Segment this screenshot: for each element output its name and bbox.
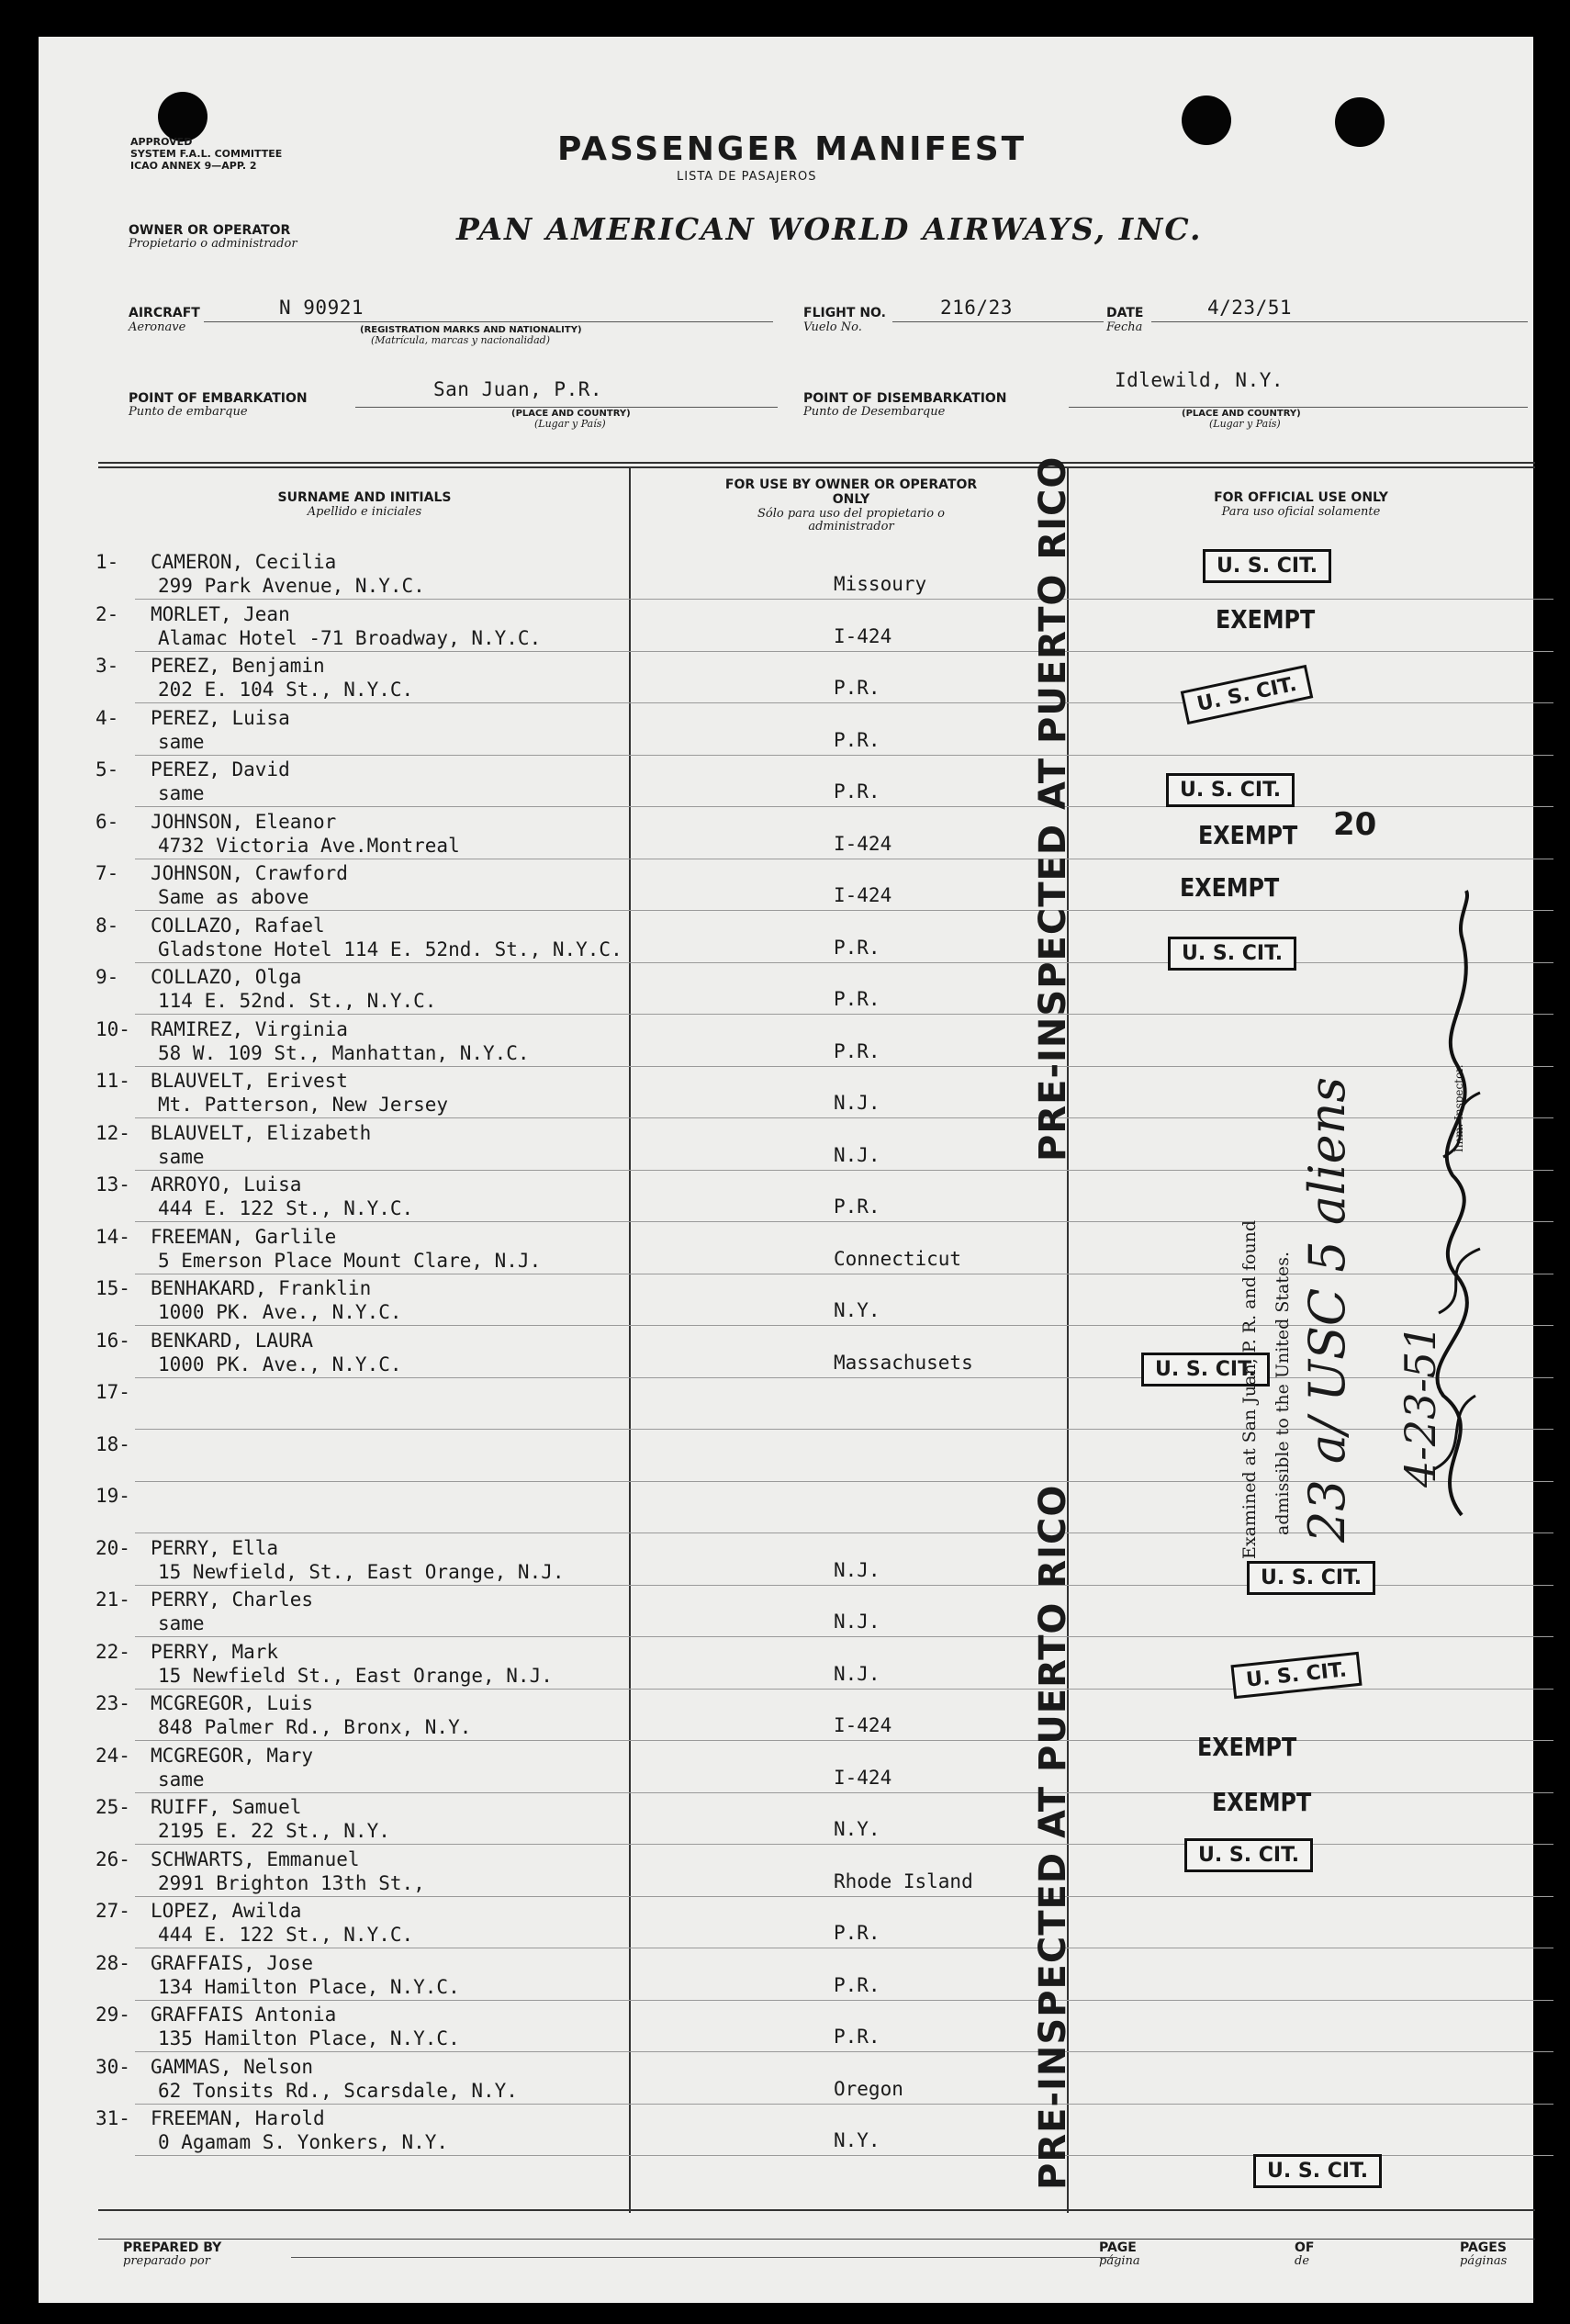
owner-use-entry: N.J. [834, 1092, 880, 1114]
us-cit-stamp: U. S. CIT. [1230, 1652, 1362, 1699]
exam-stamp-line: admissible to the United States. [1273, 1251, 1293, 1535]
row-number: 8- [95, 915, 119, 937]
date-label-es: Fecha [1106, 320, 1143, 334]
row-number: 11- [95, 1070, 130, 1092]
preinspected-stamp: PRE-INSPECTED AT PUERTO RICO [1032, 1484, 1074, 2190]
owner-use-entry: Oregon [834, 2078, 903, 2100]
passenger-name: LOPEZ, Awilda [151, 1900, 302, 1922]
col2-header: FOR USE BY OWNER OR OPERATOR ONLY [724, 477, 978, 507]
row-divider [135, 1896, 1553, 1897]
approved-line: SYSTEM F.A.L. COMMITTEE [130, 148, 283, 160]
passenger-name: FREEMAN, Harold [151, 2107, 325, 2129]
owner-use-entry: P.R. [834, 988, 880, 1010]
row-divider [135, 2000, 1553, 2001]
us-cit-stamp: U. S. CIT. [1166, 773, 1295, 807]
passenger-address: 5 Emerson Place Mount Clare, N.J. [158, 1250, 542, 1272]
passenger-address: Gladstone Hotel 114 E. 52nd. St., N.Y.C. [158, 938, 622, 960]
owner-use-entry: P.R. [834, 780, 880, 803]
aircraft-note-es: (Matrícula, marcas y nacionalidad) [371, 334, 550, 346]
punch-hole [1182, 95, 1231, 145]
exempt-stamp: EXEMPT [1180, 872, 1280, 903]
row-number: 28- [95, 1952, 130, 1974]
passenger-address: same [158, 731, 205, 753]
passenger-address: 58 W. 109 St., Manhattan, N.Y.C. [158, 1042, 530, 1064]
owner-use-entry: P.R. [834, 677, 880, 699]
pages-label: PAGES [1460, 2240, 1507, 2255]
flight-value: 216/23 [940, 297, 1013, 319]
row-number: 12- [95, 1122, 130, 1144]
passenger-address: 2195 E. 22 St., N.Y. [158, 1820, 390, 1842]
disembark-note-es: (Lugar y País) [1209, 418, 1281, 430]
exempt-stamp: EXEMPT [1197, 1732, 1297, 1762]
row-divider [135, 599, 1553, 600]
disembark-value: Idlewild, N.Y. [1115, 369, 1284, 391]
owner-use-entry: P.R. [834, 1040, 880, 1062]
row-number: 2- [95, 603, 119, 625]
owner-use-entry: N.J. [834, 1559, 880, 1581]
col1-header: SURNAME AND INITIALS [277, 490, 452, 505]
row-divider [135, 2051, 1553, 2052]
passenger-name: COLLAZO, Rafael [151, 915, 325, 937]
owner-use-entry: I-424 [834, 833, 892, 855]
passenger-name: BLAUVELT, Elizabeth [151, 1122, 372, 1144]
exam-stamp-line: Imm. Inspector. [1452, 1064, 1465, 1152]
owner-use-entry: Rhode Island [834, 1870, 973, 1892]
row-number: 17- [95, 1381, 130, 1403]
passenger-address: 444 E. 122 St., N.Y.C. [158, 1924, 414, 1946]
owner-use-entry: P.R. [834, 1974, 880, 1996]
row-number: 21- [95, 1589, 130, 1611]
prepared-label: PREPARED BY [123, 2240, 222, 2255]
preinspected-stamp: PRE-INSPECTED AT PUERTO RICO [1032, 455, 1074, 1162]
owner-use-entry: N.J. [834, 1611, 880, 1633]
row-divider [135, 1689, 1553, 1690]
row-number: 9- [95, 966, 119, 988]
aircraft-label-es: Aeronave [129, 320, 186, 334]
col2-header-es: Sólo para uso del propietario o administrador [757, 507, 945, 533]
row-number: 1- [95, 551, 119, 573]
approved-block [130, 136, 282, 172]
passenger-address: 15 Newfield St., East Orange, N.J. [158, 1665, 553, 1687]
embark-label-es: Punto de embarque [129, 405, 248, 419]
exempt-stamp: EXEMPT [1198, 820, 1298, 850]
passenger-name: BENKARD, LAURA [151, 1330, 314, 1352]
passenger-address: 4732 Victoria Ave.Montreal [158, 835, 460, 857]
passenger-name: PEREZ, David [151, 758, 290, 780]
owner-use-entry: P.R. [834, 937, 880, 959]
embark-label: POINT OF EMBARKATION [129, 391, 308, 406]
aircraft-value: N 90921 [279, 297, 364, 319]
disembark-label: POINT OF DISEMBARKATION [803, 391, 1007, 406]
owner-use-entry: P.R. [834, 1196, 880, 1218]
passenger-address: 2991 Brighton 13th St., [158, 1872, 425, 1894]
row-number: 14- [95, 1226, 130, 1248]
row-number: 3- [95, 655, 119, 677]
embark-note-es: (Lugar y País) [534, 418, 606, 430]
date-label: DATE [1106, 306, 1144, 320]
passenger-address: Same as above [158, 886, 309, 908]
approved-line: ICAO ANNEX 9—APP. 2 [130, 160, 257, 172]
flight-label-es: Vuelo No. [803, 320, 862, 334]
page-label: PAGE [1099, 2240, 1137, 2255]
owner-label: OWNER OR OPERATOR [129, 223, 291, 238]
owner-use-entry: I-424 [834, 625, 892, 647]
us-cit-stamp: U. S. CIT. [1203, 549, 1331, 583]
passenger-name: COLLAZO, Olga [151, 966, 302, 988]
row-number: 30- [95, 2056, 130, 2078]
passenger-name: MCGREGOR, Mary [151, 1745, 314, 1767]
exempt-stamp: EXEMPT [1212, 1787, 1312, 1817]
us-cit-stamp: U. S. CIT. [1181, 665, 1314, 724]
passenger-address: 444 E. 122 St., N.Y.C. [158, 1197, 414, 1219]
aircraft-note: (REGISTRATION MARKS AND NATIONALITY) [360, 325, 582, 335]
page-label-es: página [1099, 2254, 1140, 2268]
exempt-stamp: EXEMPT [1216, 604, 1316, 634]
owner-use-entry: N.J. [834, 1144, 880, 1166]
us-cit-stamp: U. S. CIT. [1141, 1353, 1270, 1387]
passenger-address: same [158, 1768, 205, 1791]
row-divider [135, 1740, 1553, 1741]
passenger-name: GAMMAS, Nelson [151, 2056, 314, 2078]
passenger-name: PERRY, Charles [151, 1589, 314, 1611]
row-number: 27- [95, 1900, 130, 1922]
passenger-address: 202 E. 104 St., N.Y.C. [158, 679, 414, 701]
passenger-name: BENHAKARD, Franklin [151, 1277, 372, 1299]
row-number: 20- [95, 1537, 130, 1559]
punch-hole [1335, 97, 1385, 147]
us-cit-stamp: U. S. CIT. [1168, 937, 1296, 971]
row-number: 5- [95, 758, 119, 780]
passenger-name: RUIFF, Samuel [151, 1796, 302, 1818]
passenger-address: 134 Hamilton Place, N.Y.C. [158, 1976, 460, 1998]
owner-use-entry: I-424 [834, 1714, 892, 1736]
passenger-name: RAMIREZ, Virginia [151, 1018, 348, 1040]
row-number: 15- [95, 1277, 130, 1299]
owner-label-es: Propietario o administrador [129, 237, 297, 251]
flight-label: FLIGHT NO. [803, 306, 886, 320]
owner-use-entry: N.Y. [834, 1818, 880, 1840]
row-number: 23- [95, 1692, 130, 1714]
passenger-address: Alamac Hotel -71 Broadway, N.Y.C. [158, 627, 542, 649]
owner-use-entry: Massachusets [834, 1352, 973, 1374]
passenger-name: PERRY, Ella [151, 1537, 279, 1559]
passenger-name: MCGREGOR, Luis [151, 1692, 314, 1714]
passenger-name: PEREZ, Luisa [151, 707, 290, 729]
row-number: 29- [95, 2004, 130, 2026]
passenger-address: 114 E. 52nd. St., N.Y.C. [158, 990, 437, 1012]
owner-use-entry: Connecticut [834, 1248, 962, 1270]
row-number: 25- [95, 1796, 130, 1818]
passenger-name: CAMERON, Cecilia [151, 551, 337, 573]
row-number: 6- [95, 811, 119, 833]
row-number: 7- [95, 862, 119, 884]
passenger-name: GRAFFAIS Antonia [151, 2004, 337, 2026]
passenger-name: BLAUVELT, Erivest [151, 1070, 348, 1092]
row-number: 31- [95, 2107, 130, 2129]
us-cit-stamp: U. S. CIT. [1247, 1561, 1375, 1595]
us-cit-stamp: U. S. CIT. [1253, 2154, 1382, 2188]
page-subtitle: LISTA DE PASAJEROS [677, 170, 817, 184]
row-divider [135, 1066, 1553, 1067]
row-divider [135, 2104, 1553, 2105]
embark-value: San Juan, P.R. [433, 378, 603, 400]
passenger-name: JOHNSON, Crawford [151, 862, 348, 884]
passenger-address: 15 Newfield, St., East Orange, N.J. [158, 1561, 565, 1583]
passenger-address: 0 Agamam S. Yonkers, N.Y. [158, 2131, 449, 2153]
col3-header: FOR OFFICIAL USE ONLY [1214, 490, 1388, 505]
embark-note: (PLACE AND COUNTRY) [511, 409, 631, 419]
passenger-address: same [158, 1146, 205, 1168]
col1-header-es: Apellido e iniciales [307, 505, 422, 519]
passenger-address: 1000 PK. Ave., N.Y.C. [158, 1301, 402, 1323]
passenger-address: 848 Palmer Rd., Bronx, N.Y. [158, 1716, 472, 1738]
passenger-address: 1000 PK. Ave., N.Y.C. [158, 1353, 402, 1375]
owner-use-entry: P.R. [834, 1922, 880, 1944]
passenger-address: 62 Tonsits Rd., Scarsdale, N.Y. [158, 2080, 518, 2102]
row-divider [135, 910, 1553, 911]
owner-use-entry: N.J. [834, 1663, 880, 1685]
passenger-name: JOHNSON, Eleanor [151, 811, 337, 833]
owner-use-entry: Missoury [834, 573, 927, 595]
passenger-name: SCHWARTS, Emmanuel [151, 1848, 360, 1870]
row-number: 24- [95, 1745, 130, 1767]
disembark-label-es: Punto de Desembarque [803, 405, 946, 419]
disembark-note: (PLACE AND COUNTRY) [1182, 409, 1301, 419]
passenger-name: FREEMAN, Garlile [151, 1226, 337, 1248]
approved-line: APPROVED [130, 136, 193, 148]
handwritten-date: 4-23-51 [1396, 1324, 1445, 1488]
row-divider [135, 1844, 1553, 1845]
owner-use-entry: N.Y. [834, 1299, 880, 1321]
us-cit-stamp: U. S. CIT. [1184, 1838, 1313, 1872]
row-number: 18- [95, 1433, 130, 1455]
row-number: 22- [95, 1641, 130, 1663]
handwritten-note: 23 a/ USC 5 aliens [1298, 1076, 1356, 1543]
col3-header-es: Para uso oficial solamente [1221, 505, 1381, 519]
row-number: 16- [95, 1330, 130, 1352]
passenger-name: PEREZ, Benjamin [151, 655, 325, 677]
prepared-label-es: preparado por [123, 2254, 210, 2268]
of-label: OF [1295, 2240, 1315, 2255]
row-number: 4- [95, 707, 119, 729]
owner-use-entry: P.R. [834, 2026, 880, 2048]
row-divider [135, 755, 1553, 756]
of-label-es: de [1295, 2254, 1310, 2268]
passenger-name: PERRY, Mark [151, 1641, 279, 1663]
passenger-address: 299 Park Avenue, N.Y.C. [158, 575, 425, 597]
row-number: 19- [95, 1485, 130, 1507]
row-divider [135, 651, 1553, 652]
inspector-signature [1407, 881, 1508, 1524]
row-number: 13- [95, 1173, 130, 1196]
owner-use-entry: I-424 [834, 884, 892, 906]
punch-hole [158, 92, 207, 141]
manifest-sheet [39, 37, 1533, 2303]
passenger-name: ARROYO, Luisa [151, 1173, 302, 1196]
owner-use-entry: I-424 [834, 1767, 892, 1789]
row-number: 10- [95, 1018, 130, 1040]
passenger-address: same [158, 1612, 205, 1634]
row-divider [135, 962, 1553, 963]
page-title: PASSENGER MANIFEST [557, 130, 1027, 168]
owner-use-entry: N.Y. [834, 2129, 880, 2151]
row-number: 26- [95, 1848, 130, 1870]
passenger-address: same [158, 782, 205, 804]
date-value: 4/23/51 [1207, 297, 1293, 319]
row-divider [135, 1792, 1553, 1793]
exam-stamp-line: Examined at San Juan, P. R. and found [1239, 1219, 1260, 1559]
row-divider [135, 1014, 1553, 1015]
pages-label-es: páginas [1460, 2254, 1508, 2268]
row-divider [135, 702, 1553, 703]
passenger-address: Mt. Patterson, New Jersey [158, 1094, 449, 1116]
passenger-address: 135 Hamilton Place, N.Y.C. [158, 2027, 460, 2049]
owner-use-entry: P.R. [834, 729, 880, 751]
row-divider [135, 1636, 1553, 1637]
passenger-name: MORLET, Jean [151, 603, 290, 625]
owner-value: PAN AMERICAN WORLD AIRWAYS, INC. [456, 211, 1203, 247]
aircraft-label: AIRCRAFT [129, 306, 200, 320]
handwritten-number: 20 [1333, 806, 1377, 843]
passenger-name: GRAFFAIS, Jose [151, 1952, 314, 1974]
